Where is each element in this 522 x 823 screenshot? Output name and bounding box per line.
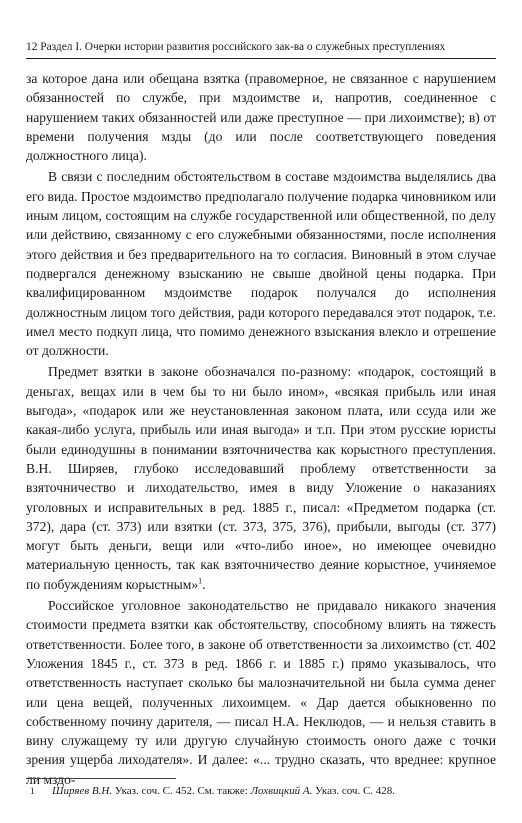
running-title: Раздел I. Очерки истории развития российского зак-ва о служебных преступлениях	[40, 41, 446, 53]
footnote-author-2: Лохвицкий А.	[250, 785, 313, 797]
footnote-rule	[26, 778, 176, 779]
footnote-author-1: Ширяев В.Н.	[52, 785, 113, 797]
footnote-text-2: Указ. соч. С. 428.	[312, 785, 396, 797]
paragraph-text: Предмет взятки в законе обозначался по-разному: «подарок, состоящий в деньгах, вещах или в чем бы то ни было ином», «всякая прибыль или иная выгода», «подарок или же неустановленная законом плата, или ссуда или же какая-либо услуга, прибыль или иная выгода» и т.п. При этом русские юристы были единодушны в понимании взяточничества как корыстного преступления. В.Н. Ширяев, глубоко исследовавший проблему ответственности за взяточничество и лиходательство, имея в виду Уложение о наказаниях уголовных и исправительных в ред. 1885 г., писал: «Предметом подарка (ст. 372), дара (ст. 373) или взятки (ст. 373, 375, 376), прибыли, выгоды (ст. 377) могут быть деньги, вещи или «что-либо иное», но имеющее очевидно материальную ценность, так как взяточничество деяние корыстное, учиняемое по побуждениям корыстным»	[26, 364, 496, 592]
header-rule	[26, 58, 496, 59]
footnote-text-1: Указ. соч. С. 452. См. также:	[112, 785, 251, 797]
footnote-ref[interactable]: 1	[198, 576, 203, 586]
footnote	[26, 784, 496, 798]
body-text	[26, 69, 496, 789]
running-header	[26, 40, 496, 54]
footnote-number: 1	[30, 786, 35, 796]
page-number: 12	[26, 41, 38, 53]
paragraph: В связи с последним обстоятельством в составе мздоимства выделялись два его вида. Простое мздоимство предполагало получение подарка чиновником или иным лицом, состоящим на службе государственной или общественной, по делу или действию, связанному с его служебными обязанностями, после исполнения этого действия и без предварительного на то согласия. Виновный в этом случае подвергался денежному взысканию не свыше двойной цены подарка. При квалифицированном мздоимстве подарок получался до исполнения должностным лицом того действия, ради которого передавался этот подарок, т.е. имел место подкуп лица, что помимо денежного взыскания влекло и отрешение от должности.	[26, 169, 496, 359]
paragraph: за которое дана или обещана взятка (правомерное, не связанное с нарушением обязанностей по службе, при мздоимстве и, напротив, соединенное с нарушением таких обязанностей или даже преступное — при лихоимстве); в) от времени получения мзды (до или после соответствующего поведения должностного лица).	[26, 71, 496, 164]
paragraph: Российское уголовное законодательство не придавало никакого значения стоимости предмета взятки как обстоятельству, способному влиять на тяжесть ответственности. Более того, в законе об ответственности за лихоимство (ст. 402 Уложения 1845 г., ст. 373 в ред. 1866 г. и 1885 г.) прямо указывалось, что ответственность наступает сколько бы малозначительной ни была сумма денег или цена вещей, полученных лихоимцем. « Дар дается обыкновенно по собственному почину дарителя, — писал Н.А. Неклюдов, — и нельзя ставить в вину служащему ту или другую случайную стоимость оного даже с точки зрения ущерба лиходателя». И далее: «... трудно сказать, что вреднее: крупное ли мздо-	[26, 598, 496, 787]
paragraph: Предмет взятки в законе обозначался по-разному: «подарок, состоящий в деньгах, вещах или в чем бы то ни было ином», «всякая прибыль или иная выгода», «подарок или же неустановленная законом плата, или ссуда или же какая-либо услуга, прибыль или иная выгода» и т.п. При этом русские юристы были единодушны в понимании взяточничества как корыстного преступления. В.Н. Ширяев, глубоко исследовавший проблему ответственности за взяточничество и лиходательство, имея в виду Уложение о наказаниях уголовных и исправительных в ред. 1885 г., писал: «Предметом подарка (ст. 372), дара (ст. 373) или взятки (ст. 373, 375, 376), прибыли, выгоды (ст. 377) могут быть деньги, вещи или «что-либо иное», но имеющее очевидно материальную ценность, так как взяточничество деяние корыстное, учиняемое по побуждениям корыстным»$^1$.	[26, 364, 496, 592]
